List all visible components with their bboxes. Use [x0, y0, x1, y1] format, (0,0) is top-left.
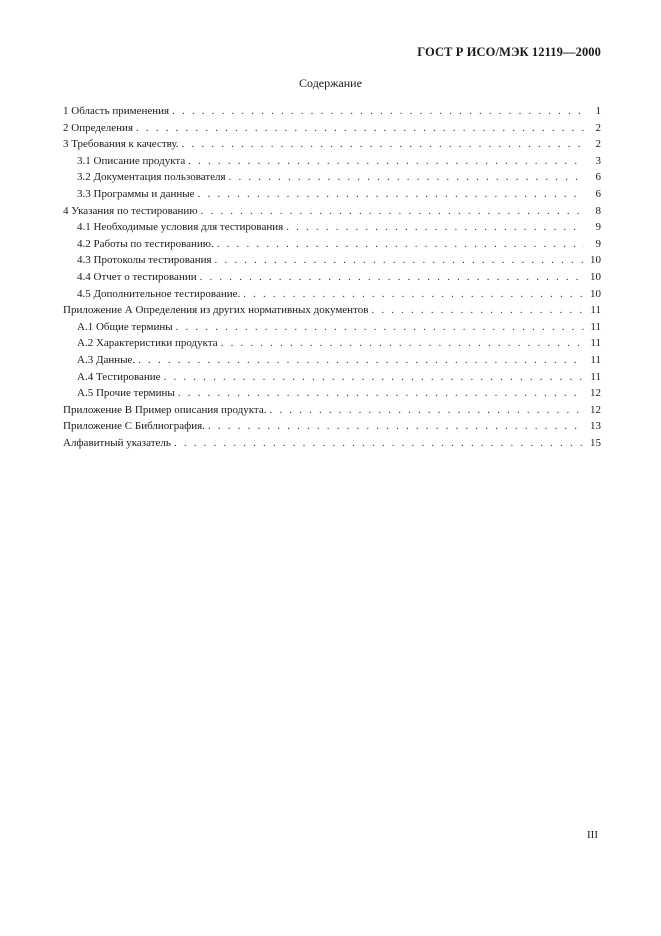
toc-dot-leader: [182, 136, 584, 153]
toc-entry-page: 10: [590, 270, 601, 283]
toc-dot-leader: [164, 369, 584, 386]
toc-entry[interactable]: [63, 103, 601, 120]
toc-dot-leader: [200, 269, 584, 286]
toc-entry[interactable]: [63, 418, 601, 435]
toc-dot-leader: [138, 352, 584, 369]
toc-entry-page: 15: [590, 436, 601, 449]
toc-entry[interactable]: [63, 219, 601, 236]
toc-entry[interactable]: [63, 335, 601, 352]
toc-entry-title: 4.1 Необходимые условия для тестирования: [77, 221, 284, 234]
toc-entry-title: 3.2 Документация пользователя: [77, 171, 226, 184]
toc-entry-page: 9: [595, 221, 601, 234]
toc-entry[interactable]: [63, 286, 601, 303]
toc-entry-title: А.2 Характеристики продукта: [77, 337, 218, 350]
toc-entry-page: 11: [590, 353, 601, 366]
toc-dot-leader: [221, 335, 584, 352]
toc-entry-page: 1: [595, 105, 601, 117]
toc-entry-title: 4.2 Работы по тестированию.: [77, 237, 214, 250]
toc-entry[interactable]: [63, 153, 601, 170]
toc-entry-page: 6: [595, 187, 601, 200]
toc-dot-leader: [229, 169, 584, 186]
toc-entry-title: 3.3 Программы и данные: [77, 187, 195, 200]
toc-dot-leader: [176, 319, 584, 336]
toc-title: Содержание: [299, 76, 362, 90]
toc-entry-page: 2: [595, 121, 601, 134]
toc-dot-leader: [371, 302, 584, 319]
toc-dot-leader: [270, 402, 585, 419]
toc-dot-leader: [188, 153, 584, 170]
toc-entry-title: 4.4 Отчет о тестировании: [77, 270, 197, 283]
toc-entry[interactable]: [63, 402, 601, 419]
toc-entry-page: 11: [590, 304, 601, 317]
toc-dot-leader: [286, 219, 584, 236]
toc-entry-title: А.4 Тестирование: [77, 370, 161, 383]
toc-entry[interactable]: [63, 236, 601, 253]
toc-dot-leader: [174, 435, 584, 452]
toc-entry[interactable]: [63, 435, 601, 452]
toc-dot-leader: [201, 203, 584, 220]
toc-dot-leader: [243, 286, 584, 303]
toc-entry-page: 9: [595, 237, 601, 250]
toc-entry-page: 2: [595, 138, 601, 151]
toc-entry-page: 11: [590, 320, 601, 333]
toc-entry-title: 4.3 Протоколы тестирования: [77, 254, 212, 267]
toc-entry-page: 3: [595, 154, 601, 167]
toc-dot-leader: [136, 120, 584, 137]
toc-entry-page: 8: [595, 204, 601, 217]
toc-dot-leader: [178, 385, 584, 402]
toc-entry-title: 2 Определения: [63, 121, 134, 134]
toc-entry-title: Приложение А Определения из других нормативных документов: [63, 304, 369, 317]
toc-dot-leader: [208, 418, 584, 435]
toc-entry[interactable]: [63, 352, 601, 369]
toc-entry[interactable]: [63, 203, 601, 220]
toc-entry-page: 11: [590, 337, 601, 350]
toc-entry[interactable]: [63, 385, 601, 402]
toc-entry-page: 10: [590, 287, 601, 300]
toc-entry-page: 11: [590, 370, 601, 383]
toc-entry-title: Приложение В Пример описания продукта.: [63, 403, 267, 416]
toc-entry-title: 3.1 Описание продукта: [77, 154, 186, 167]
toc-entry[interactable]: [63, 120, 601, 137]
toc-entry-title: 1 Область применения: [63, 105, 170, 117]
toc-dot-leader: [215, 252, 584, 269]
toc-entry-title: 4.5 Дополнительное тестирование.: [77, 287, 241, 300]
toc-entry-page: 12: [590, 403, 601, 416]
toc-entry-page: 6: [595, 171, 601, 184]
toc-entry-title: А.5 Прочие термины: [77, 387, 175, 400]
toc-entry-page: 13: [590, 420, 601, 433]
toc-entry-title: 3 Требования к качеству.: [63, 138, 179, 151]
toc-entry[interactable]: [63, 302, 601, 319]
toc-dot-leader: [217, 236, 584, 253]
toc-entry-title: Приложение С Библиография.: [63, 420, 205, 433]
toc-entry-title: А.3 Данные.: [77, 353, 136, 366]
toc-entry-title: Алфавитный указатель: [63, 436, 171, 449]
toc-entry[interactable]: [63, 319, 601, 336]
toc-entry[interactable]: [63, 186, 601, 203]
toc-entry-page: 10: [590, 254, 601, 267]
toc-dot-leader: [198, 186, 584, 203]
page-number: III: [587, 829, 598, 841]
toc-entry-title: 4 Указания по тестированию: [63, 204, 198, 217]
toc-entry[interactable]: [63, 252, 601, 269]
table-of-contents: [63, 103, 601, 451]
toc-entry[interactable]: [63, 136, 601, 153]
toc-entry-title: А.1 Общие термины: [77, 320, 173, 333]
toc-dot-leader: [172, 103, 584, 120]
toc-entry[interactable]: [63, 269, 601, 286]
standard-code-header: ГОСТ Р ИСО/МЭК 12119—2000: [417, 45, 601, 59]
toc-entry-page: 12: [590, 387, 601, 400]
toc-entry[interactable]: [63, 369, 601, 386]
toc-entry[interactable]: [63, 169, 601, 186]
